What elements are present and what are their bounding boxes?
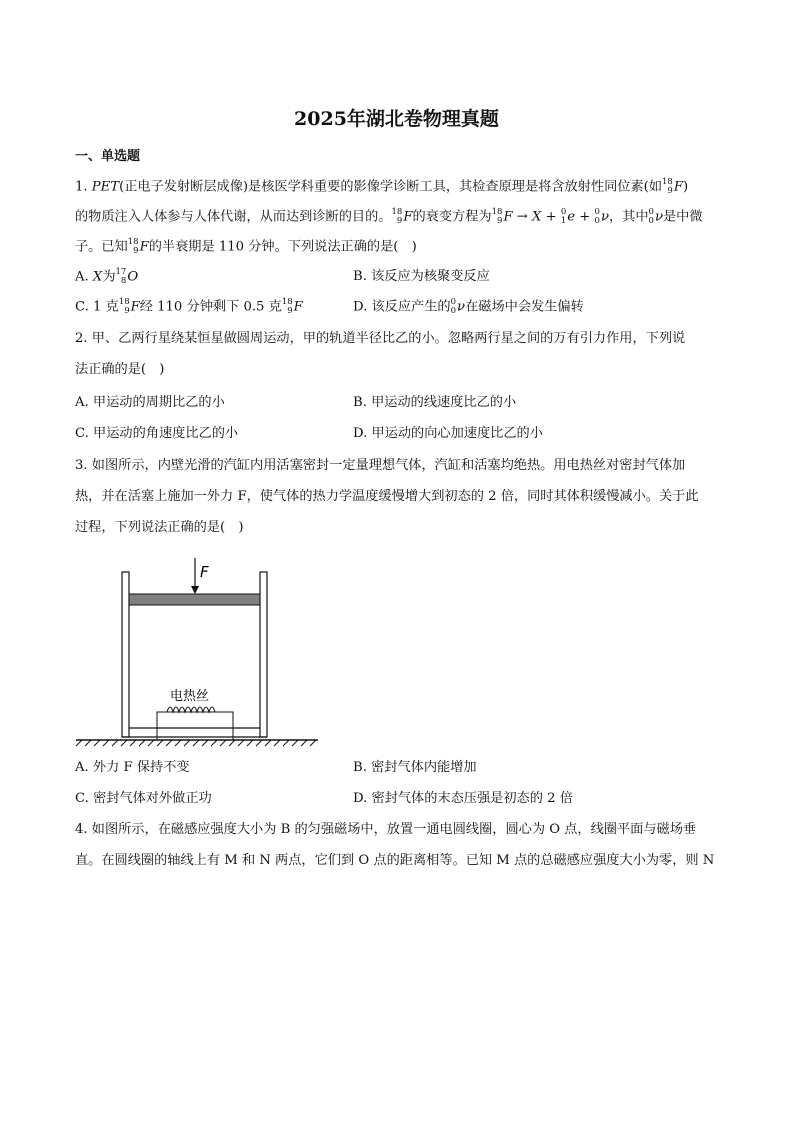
q3-line1: 3. 如图所示，内壁光滑的汽缸内用活塞密封一定量理想气体，汽缸和活塞均绝热。用电热丝对密封气体加 xyxy=(75,458,686,473)
hatch-mark xyxy=(103,740,109,746)
q4-line1: 4. 如图所示，在磁感应强度大小为 B 的匀强磁场中，放置一通电圆线圈，圆心为 O 点，线圈平面与磁场垂 xyxy=(75,822,697,837)
hatch-mark xyxy=(292,740,298,746)
decay-equation: 18 9 xyxy=(491,207,503,226)
hatch-mark xyxy=(112,740,118,746)
cylinder-figure xyxy=(74,556,324,748)
f18-nuclide: 18 9 xyxy=(662,177,673,196)
hatch-mark xyxy=(301,740,307,746)
neutrino-symbol: 0 0 xyxy=(648,207,654,226)
hatch-mark xyxy=(175,740,181,746)
heater-label: 电热丝 xyxy=(170,689,210,704)
q1-line1: 1. PET(正电子发射断层成像)是核医学科重要的影像学诊断工具，其检查原理是将含放射性同位素(如 18 9 F) xyxy=(75,177,689,196)
q1-number: 1. xyxy=(75,179,92,195)
q3-option-d[interactable]: D. 密封气体的末态压强是初态的 2 倍 xyxy=(353,791,573,806)
page-title: 2025年湖北卷物理真题 xyxy=(294,108,499,130)
q1-line2: 的物质注入人体参与人体代谢，从而达到诊断的目的。 18 9 F的衰变方程为 18 9 F → X + 0 1 e + 0 0 ν，其中 0 0 ν是中微 xyxy=(75,207,703,226)
hatch-mark xyxy=(121,740,127,746)
force-arrow-icon xyxy=(191,586,199,594)
hatch-mark xyxy=(94,740,100,746)
q1-line3: 子。已知 18 9 F的半衰期是 110 分钟。下列说法正确的是( ) xyxy=(75,237,417,256)
hatch-mark xyxy=(229,740,235,746)
ground-hatch xyxy=(76,740,316,746)
q1-option-a[interactable]: A. X为 17 8 O xyxy=(75,267,139,286)
hatch-mark xyxy=(265,740,271,746)
hatch-mark xyxy=(130,740,136,746)
hatch-mark xyxy=(148,740,154,746)
q2-option-c[interactable]: C. 甲运动的角速度比乙的小 xyxy=(75,426,239,441)
hatch-mark xyxy=(220,740,226,746)
q3-option-a[interactable]: A. 外力 F 保持不变 xyxy=(75,760,190,775)
q2-line1: 2. 甲、乙两行星绕某恒星做圆周运动，甲的轨道半径比乙的小。忽略两行星之间的万有引力作用，下列说 xyxy=(75,331,686,346)
hatch-mark xyxy=(76,740,82,746)
q1-option-b[interactable]: B. 该反应为核聚变反应 xyxy=(353,269,490,284)
q3-option-b[interactable]: B. 密封气体内能增加 xyxy=(353,760,477,775)
q3-line2: 热，并在活塞上施加一外力 F，使气体的热力学温度缓慢增大到初态的 2 倍，同时其体积缓慢减小。关于此 xyxy=(75,489,699,504)
hatch-mark xyxy=(247,740,253,746)
f18-nuclide: 18 9 xyxy=(391,207,403,226)
q2-line2: 法正确的是( ) xyxy=(75,362,165,377)
o17-nuclide: 17 8 xyxy=(115,267,127,286)
hatch-mark xyxy=(193,740,199,746)
hatch-mark xyxy=(283,740,289,746)
hatch-mark xyxy=(157,740,163,746)
hatch-mark xyxy=(166,740,172,746)
q1-text-2: 的物质注入人体参与人体代谢，从而达到诊断的目的。 xyxy=(75,209,392,225)
hatch-mark xyxy=(202,740,208,746)
q2-option-d[interactable]: D. 甲运动的向心加速度比乙的小 xyxy=(353,426,543,441)
q1-text-1: (正电子发射断层成像)是核医学科重要的影像学诊断工具，其检查原理是将含放射性同位素(如 xyxy=(119,179,663,195)
section-heading: 一、单选题 xyxy=(75,149,141,164)
q4-line2: 直。在圆线圈的轴线上有 M 和 N 两点，它们到 O 点的距离相等。已知 M 点的总磁感应强度大小为零，则 N xyxy=(75,853,715,868)
q1-pet: PET xyxy=(91,179,120,195)
hatch-mark xyxy=(310,740,316,746)
f18-nuclide: 18 9 xyxy=(127,237,139,256)
hatch-mark xyxy=(139,740,145,746)
force-label: F xyxy=(200,563,209,581)
q2-option-a[interactable]: A. 甲运动的周期比乙的小 xyxy=(75,395,225,410)
hatch-mark xyxy=(256,740,262,746)
q3-line3: 过程，下列说法正确的是( ) xyxy=(75,520,244,535)
hatch-mark xyxy=(211,740,217,746)
q2-option-b[interactable]: B. 甲运动的线速度比乙的小 xyxy=(353,395,517,410)
q1-option-d[interactable]: D. 该反应产生的 0 0 ν在磁场中会发生偏转 xyxy=(353,297,584,316)
q1-option-c[interactable]: C. 1 克 18 9 F经 110 分钟剩下 0.5 克 18 9 F xyxy=(75,297,303,316)
hatch-mark xyxy=(85,740,91,746)
hatch-mark xyxy=(274,740,280,746)
hatch-mark xyxy=(238,740,244,746)
q3-option-c[interactable]: C. 密封气体对外做正功 xyxy=(75,791,212,806)
hatch-mark xyxy=(184,740,190,746)
heating-coil-icon xyxy=(167,707,215,712)
